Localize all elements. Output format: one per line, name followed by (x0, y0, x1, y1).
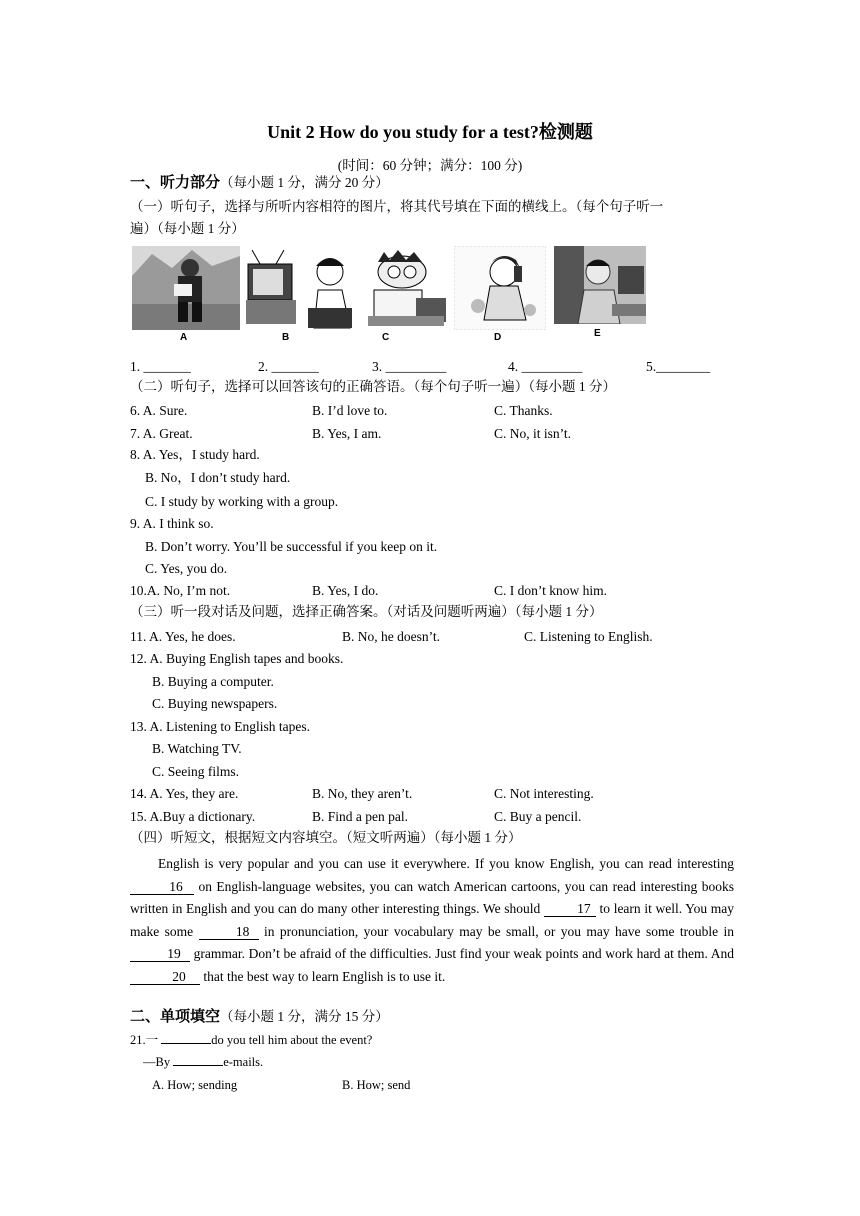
blank-18: 18 (199, 924, 259, 940)
picture-girl-watching-tv (246, 246, 356, 343)
part1-instruction-line1: （一）听句子，选择与所听内容相符的图片，将其代号填在下面的横线上。（每个句子听一 (130, 199, 664, 214)
q9-option-a: 9. A. I think so. (130, 516, 214, 531)
q21-blank-1 (161, 1043, 211, 1044)
q14-option-b: B. No, they aren’t. (312, 786, 413, 801)
q12-option-b: B. Buying a computer. (152, 674, 274, 689)
picture-boy-at-computer (554, 246, 646, 339)
q6-option-c: C. Thanks. (494, 403, 553, 418)
blank-16: 16 (130, 879, 194, 895)
picture-label-c: C (382, 332, 390, 343)
q10-option-a: 10.A. No, I’m not. (130, 583, 231, 598)
q21-number: 21.一 (130, 1033, 159, 1047)
listening-passage (130, 853, 734, 989)
section1-title: 一、听力部分 (130, 175, 221, 191)
answer-1: 1. _______ (130, 359, 191, 374)
picture-label-e: E (594, 328, 601, 339)
page-title: Unit 2 How do you study for a test?检测题 (267, 122, 593, 142)
section1-note: （每小题 1 分，满分 20 分） (220, 175, 389, 190)
q11-option-b: B. No, he doesn’t. (342, 629, 440, 644)
q6-option-a: 6. A. Sure. (130, 403, 188, 418)
q21-blank-2 (173, 1065, 223, 1066)
q15-option-c: C. Buy a pencil. (494, 809, 582, 824)
time-info: (时间：60 分钟；满分：100 分) (337, 158, 523, 173)
q9-option-b: B. Don’t worry. You’ll be successful if you keep on it. (145, 539, 438, 554)
q15-option-b: B. Find a pen pal. (312, 809, 408, 824)
q8-option-c: C. I study by working with a group. (145, 494, 339, 509)
picture-label-a: A (180, 332, 188, 343)
q8-option-b: B. No，I don’t study hard. (145, 470, 291, 485)
q21-option-b: B. How; send (342, 1078, 411, 1092)
part1-instruction-line2: 遍）（每小题 1 分） (130, 221, 245, 236)
answer-3: 3. _________ (372, 359, 447, 374)
q21-reply-end: e-mails. (223, 1055, 264, 1069)
answer-4: 4. _________ (508, 359, 583, 374)
passage-text-2: on English-language websites, you can watch American cartoons, you can read interesting books written in English and you can do many other interesting things. We should (130, 878, 734, 917)
q7-option-a: 7. A. Great. (130, 426, 193, 441)
q11-option-a: 11. A. Yes, he does. (130, 629, 236, 644)
answer-5: 5.________ (646, 359, 711, 374)
passage-text-1: English is very popular and you can use it everywhere. If you know English, you can read interesting (158, 856, 734, 871)
q21-option-a: A. How; sending (152, 1078, 238, 1092)
answer-2: 2. _______ (258, 359, 319, 374)
part3-instruction: （三）听一段对话及问题，选择正确答案。（对话及问题听两遍）（每小题 1 分） (130, 604, 603, 619)
q9-option-c: C. Yes, you do. (145, 561, 228, 576)
q11-option-c: C. Listening to English. (524, 629, 653, 644)
passage-text-6: that the best way to learn English is to use it. (203, 968, 446, 984)
section2-title: 二、单项填空 (130, 1009, 221, 1025)
q12-option-a: 12. A. Buying English tapes and books. (130, 651, 344, 666)
section1-heading (130, 174, 389, 192)
q7-option-b: B. Yes, I am. (312, 426, 382, 441)
q7-option-c: C. No, it isn’t. (494, 426, 572, 441)
q13-option-b: B. Watching TV. (152, 741, 242, 756)
picture-label-b: B (282, 332, 290, 343)
q21-line1 (130, 1031, 372, 1049)
blank-20: 20 (130, 969, 200, 985)
q10-option-b: B. Yes, I do. (312, 583, 379, 598)
q14-option-a: 14. A. Yes, they are. (130, 786, 239, 801)
blank-19: 19 (130, 946, 190, 962)
passage-text-4: in pronunciation, your vocabulary may be small, or you may have some trouble in (264, 923, 735, 939)
q12-option-c: C. Buying newspapers. (152, 696, 278, 711)
passage-text-3: to learn it well. You may make some (130, 901, 735, 939)
q15-option-a: 15. A.Buy a dictionary. (130, 809, 256, 824)
q13-option-a: 13. A. Listening to English tapes. (130, 719, 310, 734)
q21-question: do you tell him about the event? (211, 1033, 373, 1047)
part2-instruction: （二）听句子，选择可以回答该句的正确答语。（每个句子听一遍）（每小题 1 分） (130, 379, 616, 394)
picture-cartoon-studying (364, 246, 450, 343)
q21-reply: —By (143, 1055, 171, 1069)
passage-text-5: grammar. Don’t be afraid of the difficulties. Just find your weak points and work hard at them. And (193, 946, 735, 962)
q8-option-a: 8. A. Yes，I study hard. (130, 447, 260, 462)
blank-17: 17 (544, 901, 596, 917)
section2-note: （每小题 1 分，满分 15 分） (220, 1009, 389, 1024)
q14-option-c: C. Not interesting. (494, 786, 594, 801)
picture-label-d: D (494, 332, 502, 343)
q13-option-c: C. Seeing films. (152, 764, 239, 779)
part4-instruction: （四）听短文，根据短文内容填空。（短文听两遍）（每小题 1 分） (130, 830, 522, 845)
q6-option-b: B. I’d love to. (312, 403, 388, 418)
q21-line2 (143, 1053, 263, 1071)
q10-option-c: C. I don’t know him. (494, 583, 608, 598)
picture-girl-on-phone (454, 246, 546, 343)
section2-heading (130, 1008, 389, 1026)
picture-boy-reading (132, 246, 240, 343)
